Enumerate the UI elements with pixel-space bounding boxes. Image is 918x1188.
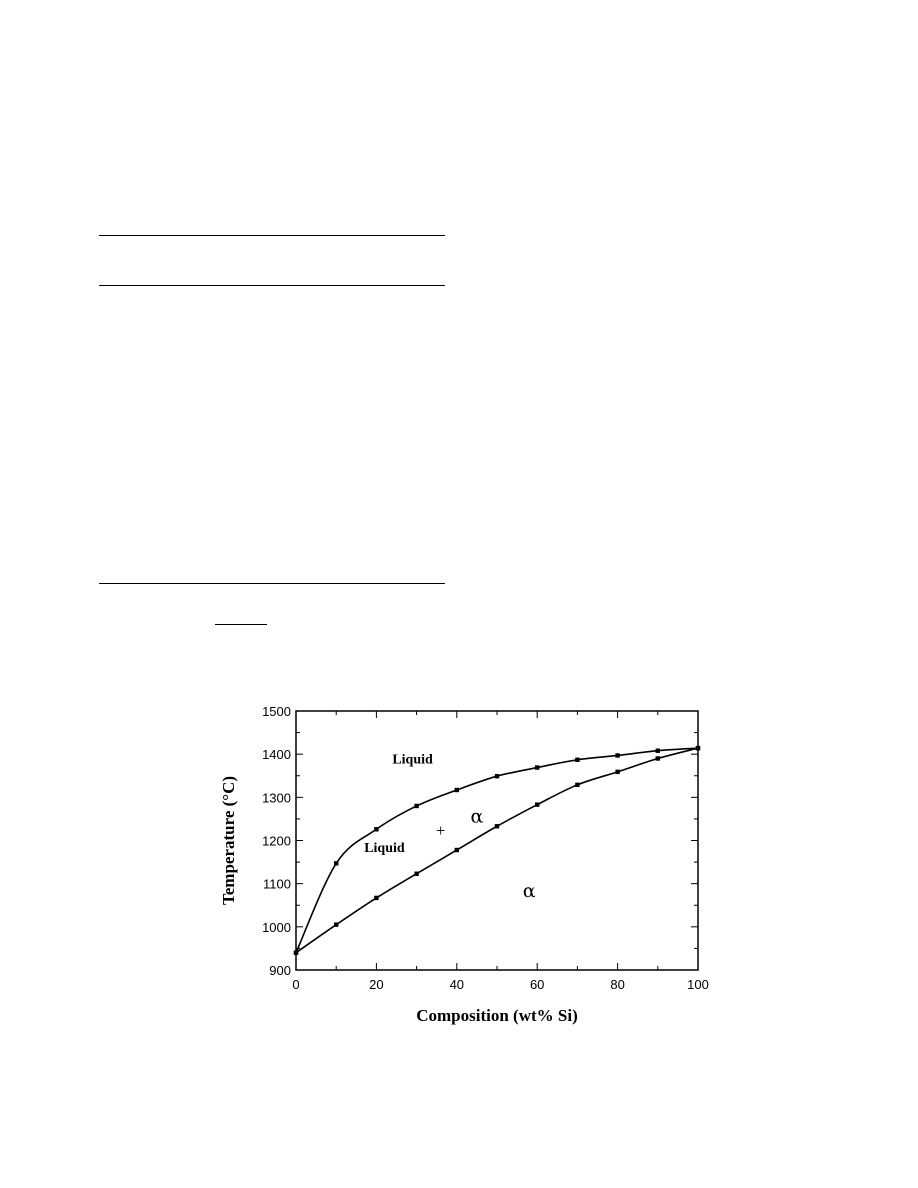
y-tick-label: 1000 bbox=[262, 919, 291, 935]
annotation-label: α bbox=[522, 879, 536, 902]
annotation-label: α bbox=[470, 805, 484, 828]
x-tick-label: 80 bbox=[610, 977, 625, 992]
x-tick-label: 60 bbox=[529, 977, 545, 992]
y-tick-label: 1200 bbox=[262, 833, 291, 849]
axis-tick-labels bbox=[262, 704, 709, 992]
liquidus-marker bbox=[374, 827, 378, 831]
phase-curves bbox=[296, 748, 698, 953]
solidus-curve bbox=[296, 748, 698, 953]
annotation-label: Liquid bbox=[392, 752, 433, 768]
solidus-marker bbox=[535, 802, 539, 806]
x-axis-title: Composition (wt% Si) bbox=[416, 1006, 578, 1025]
liquidus-marker bbox=[455, 788, 459, 792]
y-tick-label: 1500 bbox=[262, 704, 291, 719]
solidus-marker bbox=[374, 896, 378, 900]
solidus-marker bbox=[294, 951, 298, 955]
solidus-marker bbox=[656, 756, 660, 760]
plot-frame bbox=[296, 711, 698, 970]
y-tick-label: 1100 bbox=[263, 876, 291, 892]
liquidus-curve bbox=[296, 748, 698, 953]
solidus-marker bbox=[696, 746, 700, 750]
region-annotations bbox=[364, 752, 536, 901]
annotation-label: + bbox=[435, 821, 446, 841]
liquidus-marker bbox=[334, 861, 338, 865]
liquidus-marker bbox=[414, 804, 418, 808]
y-axis-title: Temperature (°C) bbox=[219, 775, 238, 906]
data-markers bbox=[294, 746, 700, 955]
liquidus-marker bbox=[615, 753, 619, 757]
x-tick-label: 100 bbox=[687, 977, 709, 992]
solidus-marker bbox=[615, 770, 619, 774]
x-tick-label: 20 bbox=[369, 977, 384, 992]
x-tick-label: 0 bbox=[292, 977, 300, 992]
liquidus-marker bbox=[535, 765, 539, 769]
liquidus-marker bbox=[575, 758, 579, 762]
annotation-label: Liquid bbox=[364, 840, 405, 856]
solidus-marker bbox=[334, 922, 338, 926]
solidus-marker bbox=[575, 783, 579, 787]
liquidus-marker bbox=[495, 774, 499, 778]
x-tick-label: 40 bbox=[449, 977, 465, 992]
liquidus-marker bbox=[656, 749, 660, 753]
y-tick-label: 1300 bbox=[262, 790, 291, 806]
y-tick-label: 900 bbox=[269, 963, 291, 978]
y-tick-label: 1400 bbox=[262, 747, 291, 763]
solidus-marker bbox=[414, 872, 418, 876]
axis-ticks bbox=[296, 711, 698, 970]
solidus-marker bbox=[455, 848, 459, 852]
solidus-marker bbox=[495, 824, 499, 828]
